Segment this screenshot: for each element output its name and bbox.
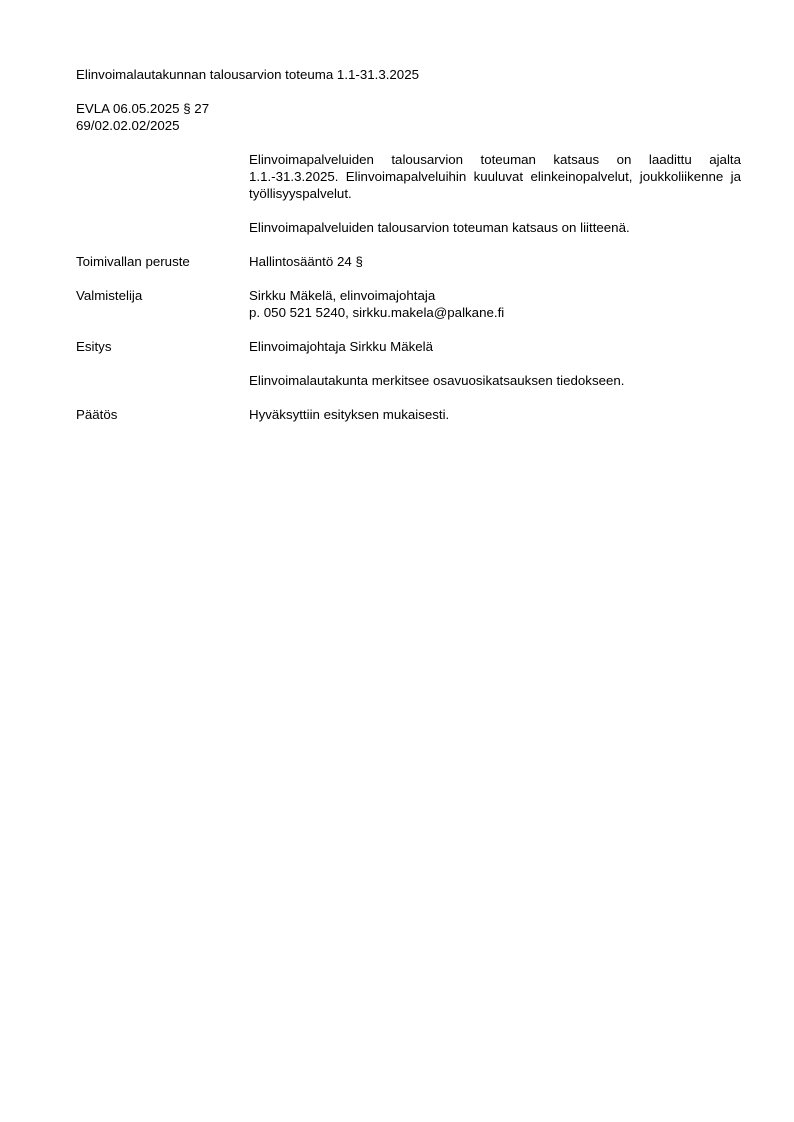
intro-paragraph-2: Elinvoimapalveluiden talousarvion toteuman katsaus on liitteenä.	[249, 220, 630, 235]
preparer-section	[76, 287, 746, 321]
preparer-contact: p. 050 521 5240, sirkku.makela@palkane.fi	[249, 305, 505, 320]
proposal-section	[76, 338, 746, 389]
document-meta	[76, 100, 746, 134]
preparer-name: Sirkku Mäkelä, elinvoimajohtaja	[249, 288, 436, 303]
intro-paragraph-1: Elinvoimapalveluiden talousarvion toteuman katsaus on laadittu ajalta 1.1.-31.3.2025. Elinvoimapalveluihin kuuluvat elinkeinopalvelut, joukkoliikenne ja työllisyyspalvelut.	[249, 152, 741, 201]
authority-value: Hallintosääntö 24 §	[249, 254, 363, 269]
preparer-content	[249, 287, 741, 321]
document-page	[76, 66, 746, 423]
intro-label	[76, 151, 249, 236]
preparer-label: Valmistelija	[76, 288, 143, 303]
intro-section	[76, 151, 746, 236]
proposal-presenter: Elinvoimajohtaja Sirkku Mäkelä	[249, 339, 434, 354]
document-title: Elinvoimalautakunnan talousarvion toteuma 1.1-31.3.2025	[76, 67, 419, 82]
authority-content	[249, 253, 741, 270]
proposal-text: Elinvoimalautakunta merkitsee osavuosikatsauksen tiedokseen.	[249, 373, 625, 388]
decision-content	[249, 406, 741, 423]
decision-section	[76, 406, 746, 423]
proposal-content	[249, 338, 741, 389]
record-number: 69/02.02.02/2025	[76, 118, 180, 133]
decision-text: Hyväksyttiin esityksen mukaisesti.	[249, 407, 450, 422]
intro-content	[249, 151, 741, 236]
decision-label: Päätös	[76, 407, 118, 422]
meeting-reference: EVLA 06.05.2025 § 27	[76, 101, 210, 116]
proposal-label: Esitys	[76, 339, 112, 354]
authority-section	[76, 253, 746, 270]
authority-label: Toimivallan peruste	[76, 254, 190, 269]
